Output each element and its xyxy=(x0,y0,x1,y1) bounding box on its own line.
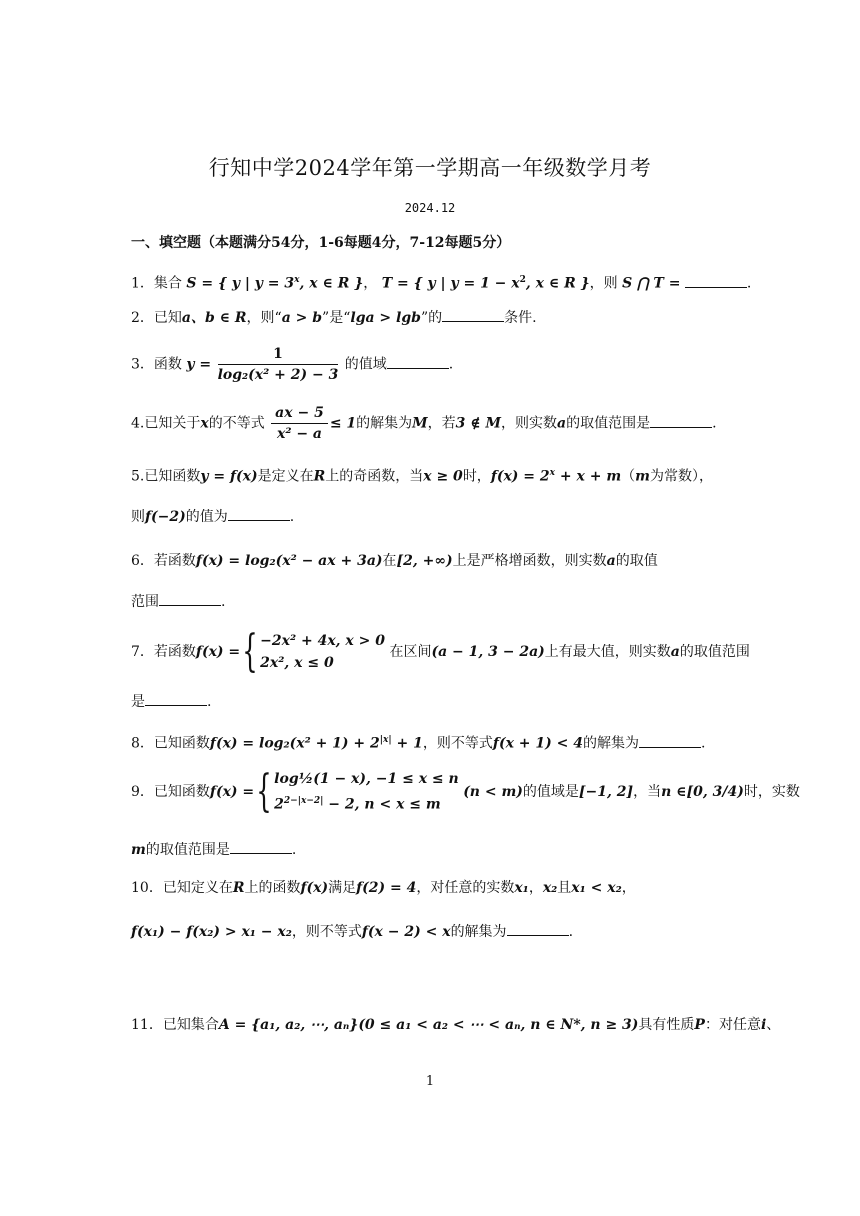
piecewise-cases: log½(1 − x), −1 ≤ x ≤ n $2^{2-|x-2|} - 2$, n < x ≤ m xyxy=(274,771,459,813)
question-8: 8．已知函数$f(x) = \log_2(x^2 + 1) + 2^{|x|} + 1$，则不等式f(x + 1) < 4的解集为 . xyxy=(131,735,706,752)
exam-title: 行知中学2024学年第一学期高一年级数学月考 xyxy=(208,156,652,180)
question-9-line-2: m的取值范围是 . xyxy=(131,842,297,858)
question-6-line-2: 范围 . xyxy=(131,594,226,610)
question-7-line-2: 是 . xyxy=(131,694,212,710)
set-t: T = { y | y = 1 − x xyxy=(381,275,520,292)
question-9-line-1: 9．已知函数f(x) ={ log½(1 − x), −1 ≤ x ≤ n $2^{2-|x-2|} - 2$, n < x ≤ m (n < m)的值域是[−1, 2]，当n ∈[0, 3/4)时，实数 xyxy=(131,765,800,817)
question-3: 3．函数 y = $\frac{1}{\text{log₂(x² + 2) − 3}}$ 的值域 . xyxy=(131,346,454,383)
question-2: 2．已知a、b ∈ R，则“a > b”是“lga > lgb”的 条件. xyxy=(131,310,537,326)
answer-blank xyxy=(230,841,292,854)
question-10-line-2: f(x₁) − f(x₂) > x₁ − x₂，则不等式f(x − 2) < x的解集为 . xyxy=(131,924,574,940)
answer-blank xyxy=(639,735,701,748)
page-number: 1 xyxy=(425,1074,435,1089)
left-brace: { xyxy=(256,765,272,817)
answer-blank xyxy=(507,923,569,936)
answer-blank xyxy=(228,508,290,521)
answer-blank xyxy=(685,275,747,288)
section-heading: 一、填空题（本题满分54分，1-6每题4分，7-12每题5分） xyxy=(131,235,511,251)
piecewise-cases: −2x² + 4x, x > 0 2x², x ≤ 0 xyxy=(260,633,385,671)
answer-blank xyxy=(145,693,207,706)
question-5-line-1: 5.已知函数y = f(x)是定义在R上的奇函数，当x ≥ 0时，$f(x) = 2^x + x + m(m$为常数）， xyxy=(131,468,713,485)
answer-blank xyxy=(159,593,221,606)
question-11: 11．已知集合A = {a₁, a₂, ⋯, aₙ}(0 ≤ a₁ < a₂ < ⋯ < aₙ, n ∈ N*, n ≥ 3)具有性质P：对任意i、 xyxy=(131,1017,781,1033)
answer-blank xyxy=(442,309,504,322)
question-1: 1．集合 S = { y | $y = 3^x$, x ∈ R }， T = { y | $y = 1 - x^2$, x ∈ R }，则 S ⋂ T = . xyxy=(131,275,752,292)
fraction: $\frac{1}{\text{log₂(x² + 2) − 3}}$ xyxy=(217,346,339,383)
question-7-line-1: 7．若函数f(x) ={ −2x² + 4x, x > 0 2x², x ≤ 0 在区间(a − 1, 3 − 2a)上有最大值，则实数a的取值范围 xyxy=(131,626,750,677)
set-s: S = { y | y = 3 xyxy=(186,275,295,292)
question-6-line-1: 6．若函数f(x) = log₂(x² − ax + 3a)在[2, +∞)上是严格增函数，则实数a的取值 xyxy=(131,553,658,569)
fraction: $\frac{ax - 5}{\text{x² − a}}$ xyxy=(271,403,328,444)
answer-blank xyxy=(650,415,712,428)
question-5-line-2: 则f(−2)的值为 . xyxy=(131,509,295,525)
left-brace: { xyxy=(242,626,258,677)
answer-blank xyxy=(387,356,449,369)
question-4: 4.已知关于x的不等式 $\frac{ax - 5}{\text{x² − a}}$ ≤ 1的解集为M，若3 ∉ M，则实数a的取值范围是 . xyxy=(131,405,717,442)
question-10-line-1: 10．已知定义在R上的函数f(x)满足f(2) = 4，对任意的实数x₁，x₂且x₁ < x₂， xyxy=(131,880,636,896)
exam-date: 2024.12 xyxy=(404,201,456,215)
